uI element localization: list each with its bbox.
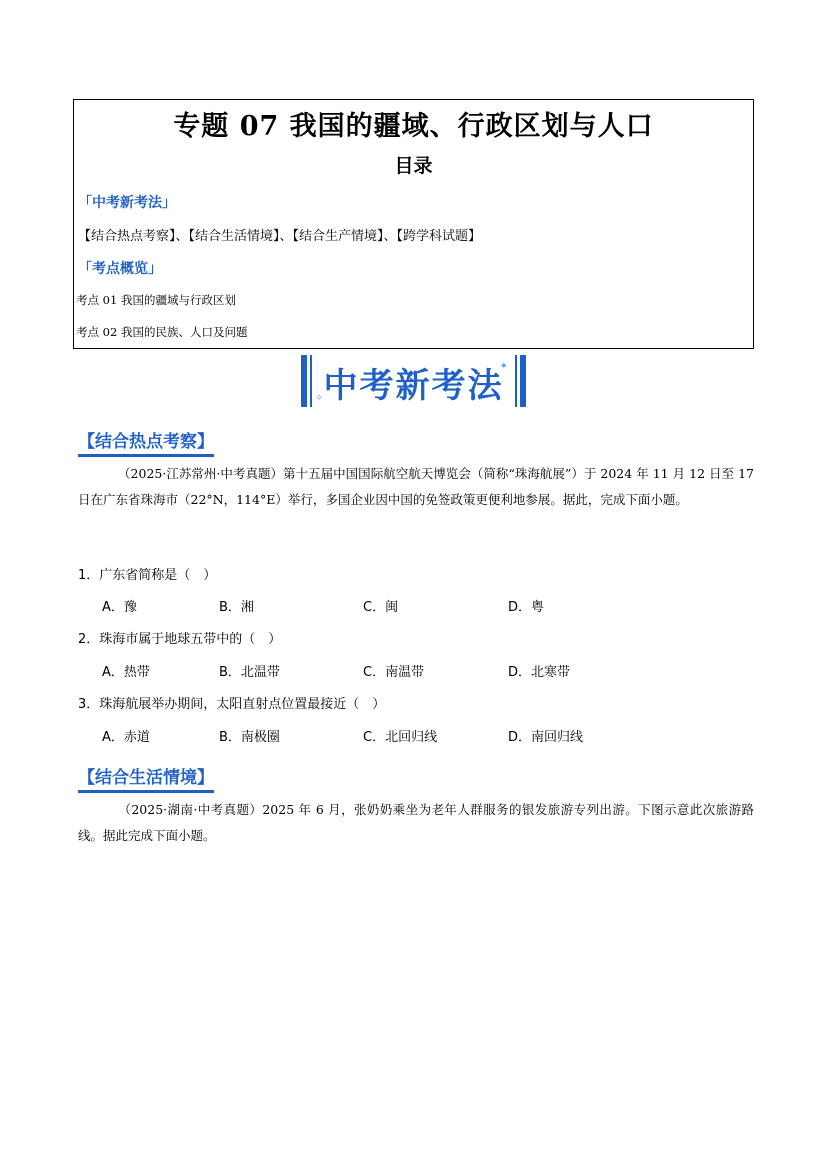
toc-new-method-items: 【结合热点考察】、【结合生活情境】、【结合生产情境】、【跨学科试题】 xyxy=(78,229,482,244)
question-1-stem: 1．广东省简称是（ ） xyxy=(78,568,217,583)
toc-section-new-method: 「中考新考法」 xyxy=(78,195,176,211)
question-2-option-c: C．南温带 xyxy=(363,665,425,680)
sparkle-icon: ✧ xyxy=(315,393,324,404)
question-1-option-c: C．闽 xyxy=(363,600,399,615)
section1-paragraph xyxy=(78,461,754,513)
question-1-option-d: D．粤 xyxy=(508,600,545,615)
section-label-life: 【结合生活情境】 xyxy=(78,763,214,790)
toc-point-1: 考点 01 我国的疆域与行政区划 xyxy=(76,293,236,307)
question-2-stem: 2．珠海市属于地球五带中的（ ） xyxy=(78,632,282,647)
question-3-option-a: A．赤道 xyxy=(102,730,150,745)
question-2-option-a: A．热带 xyxy=(102,665,150,680)
toc-title: 目录 xyxy=(394,155,433,177)
question-2-option-b: B．北温带 xyxy=(219,665,280,680)
section2-paragraph xyxy=(78,797,754,849)
new-method-banner xyxy=(301,355,526,407)
section2-paragraph-text: （2025·湖南·中考真题）2025 年 6 月，张奶奶乘坐为老年人群服务的银发旅游专列出游。下图示意此次旅游路线。据此完成下面小题。 xyxy=(78,802,754,843)
question-3-option-d: D．南回归线 xyxy=(508,730,584,745)
banner-text: 中考新考法 xyxy=(323,366,504,406)
question-3-stem: 3．珠海航展举办期间，太阳直射点位置最接近（ ） xyxy=(78,697,386,712)
sparkle-icon: ✦ xyxy=(499,361,508,372)
document-title: 专题 07 我国的疆域、行政区划与人口 xyxy=(173,111,654,142)
section1-paragraph-text: （2025·江苏常州·中考真题）第十五届中国国际航空航天博览会（简称“珠海航展”）于 2024 年 11 月 12 日至 17 日在广东省珠海市（22°N，114°E）举行，多国企业因中国的免签政策更便利地参展。据此，完成下面小题。 xyxy=(78,466,754,507)
toc-point-2: 考点 02 我国的民族、人口及问题 xyxy=(76,325,248,339)
question-3-option-c: C．北回归线 xyxy=(363,730,438,745)
question-3-option-b: B．南极圈 xyxy=(219,730,280,745)
section-label-hotspot: 【结合热点考察】 xyxy=(78,427,214,454)
toc-section-overview: 「考点概览」 xyxy=(78,261,162,277)
question-1-option-b: B．湘 xyxy=(219,600,254,615)
question-1-option-a: A．豫 xyxy=(102,600,137,615)
question-2-option-d: D．北寒带 xyxy=(508,665,571,680)
